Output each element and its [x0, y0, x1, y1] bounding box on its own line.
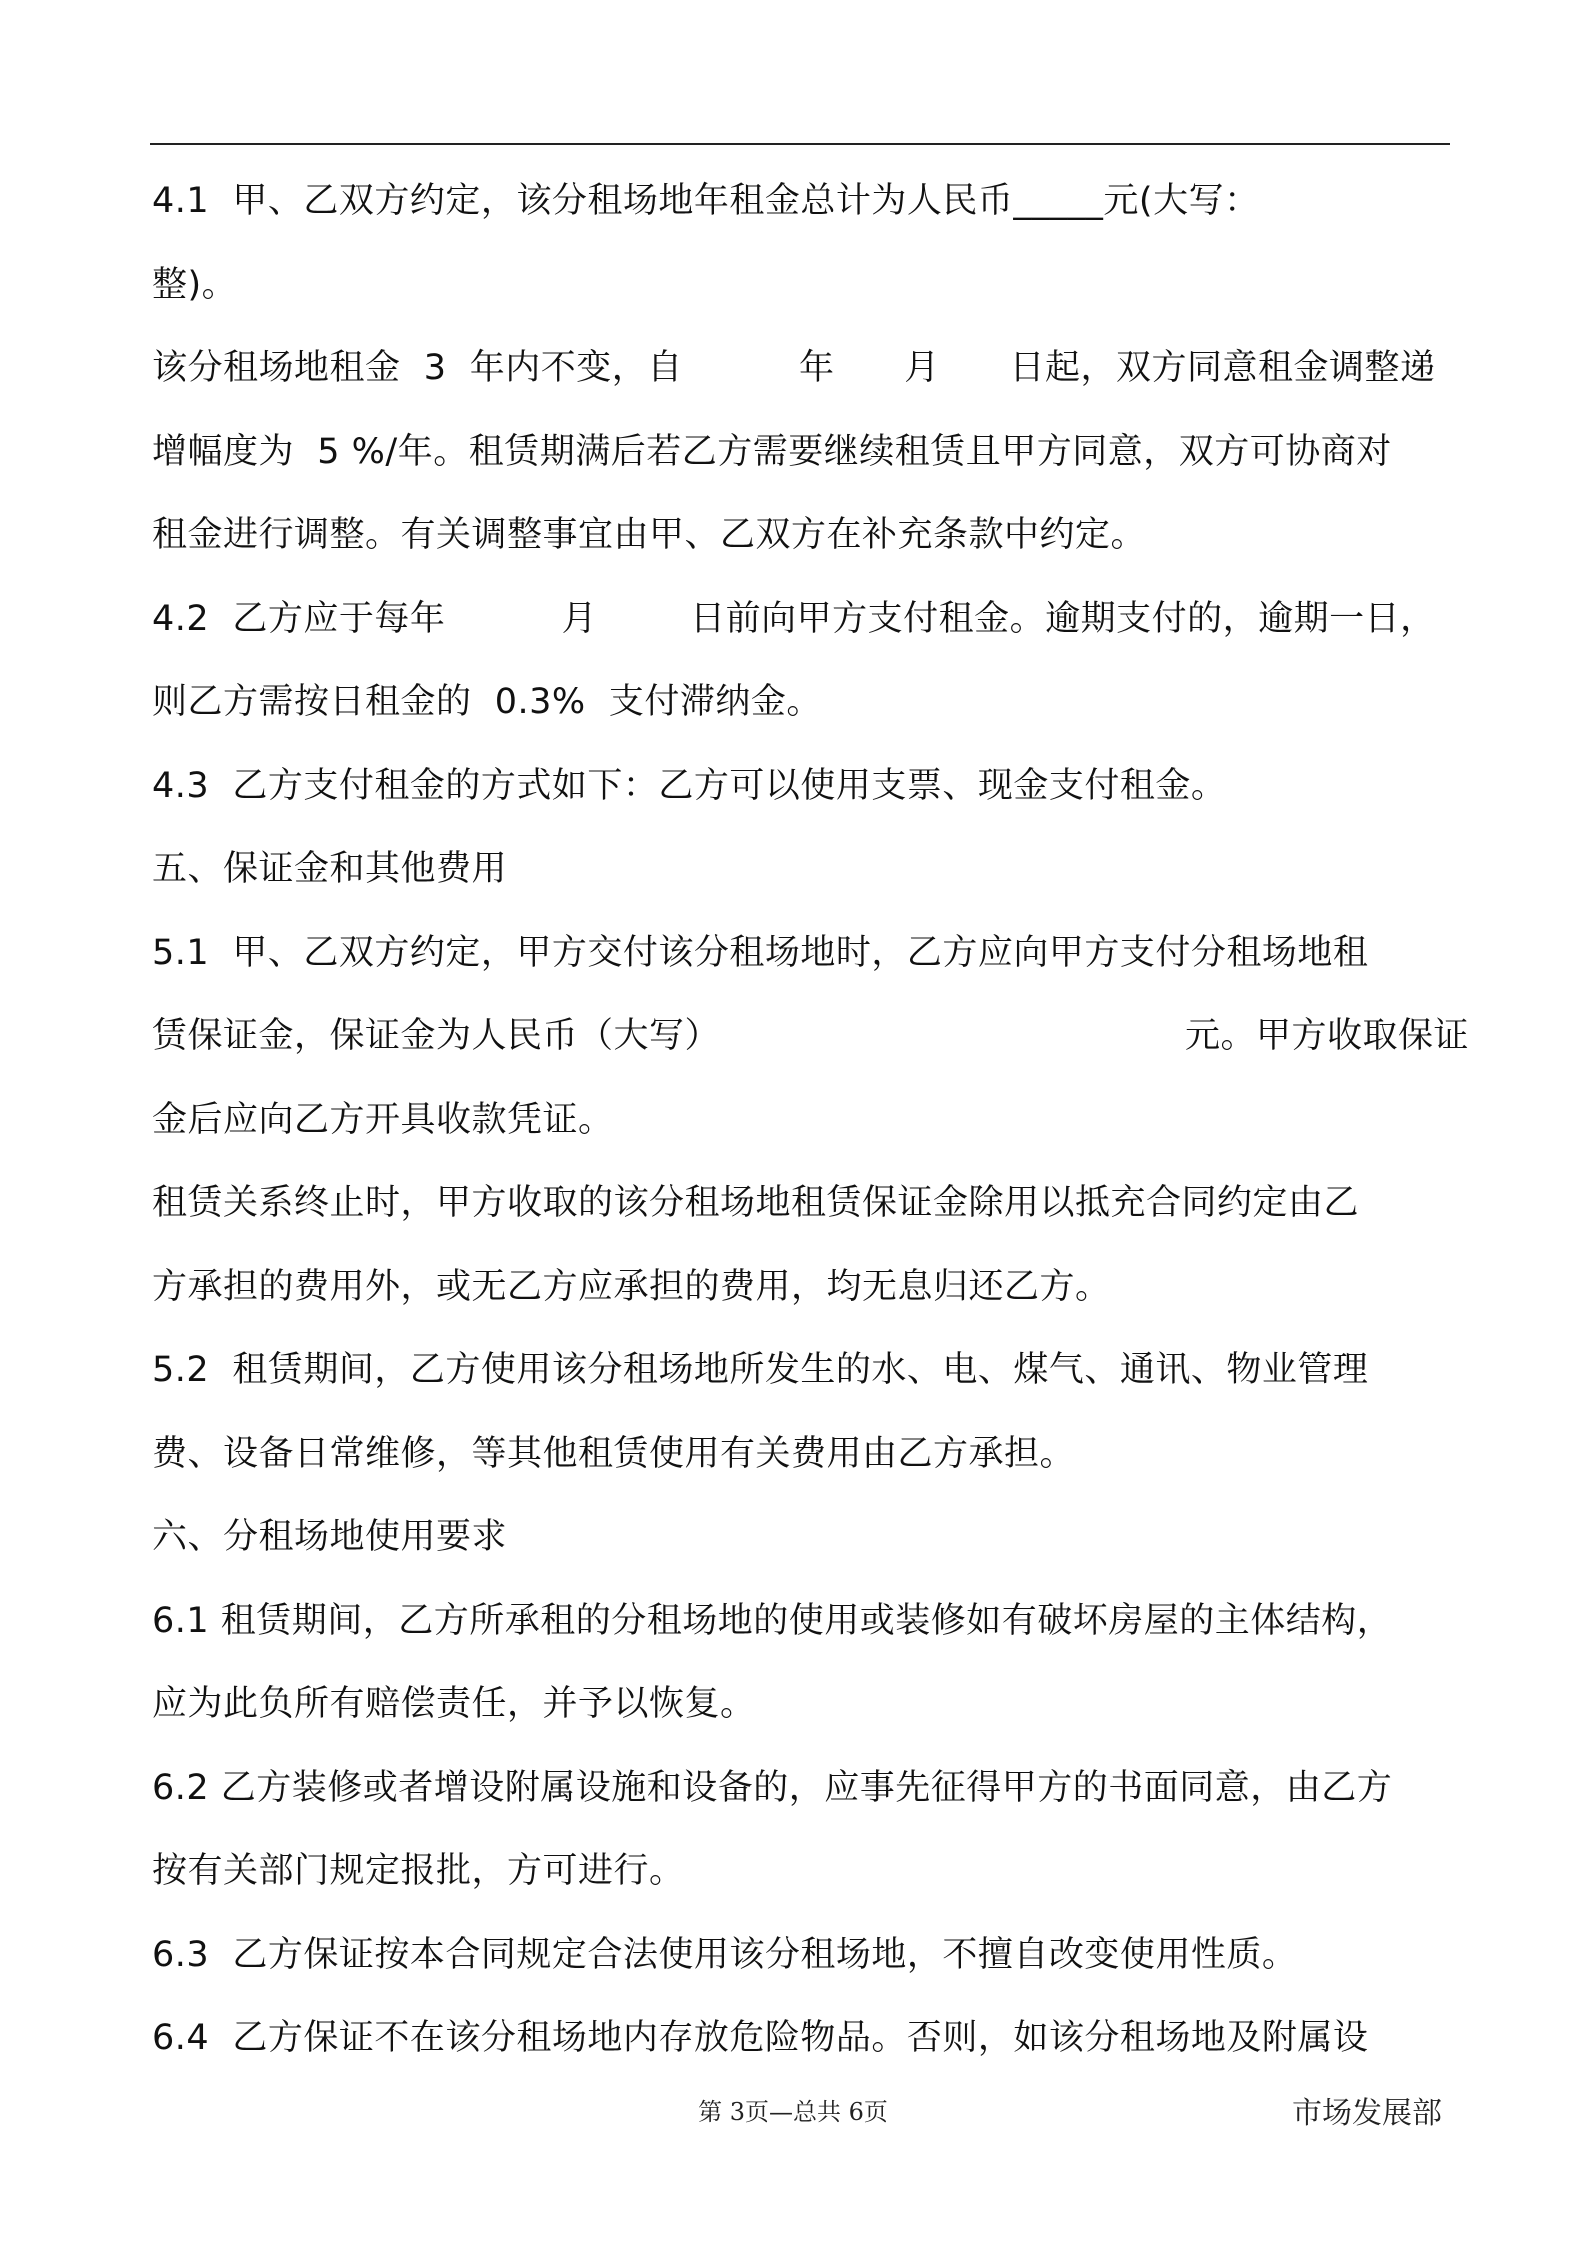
rent-terms-line-1: 该分租场地租金 3 年内不变，自 年 月 日起，双方同意租金调整递 — [152, 348, 1436, 388]
clause-5-2-line-1: 5.2 租赁期间，乙方使用该分租场地所发生的水、电、煤气、通讯、物业管理 — [152, 1350, 1369, 1390]
deposit-return-line-2: 方承担的费用外，或无乙方应承担的费用，均无息归还乙方。 — [152, 1266, 1111, 1307]
section-6-heading: 六、分租场地使用要求 — [152, 1517, 508, 1557]
clause-6-1-line-2: 应为此负所有赔偿责任，并予以恢复。 — [152, 1684, 756, 1724]
clause-4-2-line-2: 则乙方需按日租金的 0.3% 支付滞纳金。 — [152, 682, 822, 722]
deposit-return-line-1: 租赁关系终止时，甲方收取的该分租场地租赁保证金除用以抵充合同约定由乙 — [152, 1183, 1360, 1223]
clause-5-1-line-2: 赁保证金，保证金为人民币（大写） 元。甲方收取保证 — [152, 1016, 1470, 1056]
clause-6-2-line-2: 按有关部门规定报批，方可进行。 — [152, 1851, 685, 1891]
clause-4-1-line-1: 4.1 甲、乙双方约定，该分租场地年租金总计为人民币_____元(大写： — [152, 181, 1260, 221]
rent-terms-line-3: 租金进行调整。有关调整事宜由甲、乙双方在补充条款中约定。 — [152, 515, 1147, 555]
clause-6-1-line-1: 6.1 租赁期间，乙方所承租的分租场地的使用或装修如有破坏房屋的主体结构， — [152, 1600, 1393, 1641]
clause-6-3: 6.3 乙方保证按本合同规定合法使用该分租场地，不擅自改变使用性质。 — [152, 1934, 1298, 1975]
clause-5-1-line-1: 5.1 甲、乙双方约定，甲方交付该分租场地时，乙方应向甲方支付分租场地租 — [152, 932, 1369, 973]
clause-4-3: 4.3 乙方支付租金的方式如下：乙方可以使用支票、现金支付租金。 — [152, 765, 1227, 806]
clause-4-1-line-2: 整)。 — [152, 264, 238, 305]
clause-6-2-line-1: 6.2 乙方装修或者增设附属设施和设备的，应事先征得甲方的书面同意，由乙方 — [152, 1767, 1393, 1808]
clause-5-2-line-2: 费、设备日常维修，等其他租赁使用有关费用由乙方承担。 — [152, 1433, 1076, 1474]
page-number: 第 3页—总共 6页 — [698, 2098, 888, 2126]
department-name: 市场发展部 — [1292, 2096, 1442, 2131]
section-5-heading: 五、保证金和其他费用 — [152, 849, 508, 889]
clause-5-1-line-3: 金后应向乙方开具收款凭证。 — [152, 1099, 614, 1140]
header-rule — [150, 143, 1450, 145]
clause-4-2-line-1: 4.2 乙方应于每年 月 日前向甲方支付租金。逾期支付的，逾期一日， — [152, 598, 1436, 639]
rent-terms-line-2: 增幅度为 5 %/年。租赁期满后若乙方需要继续租赁且甲方同意，双方可协商对 — [152, 431, 1392, 472]
contract-body — [152, 160, 1470, 2081]
clause-6-4-line-1: 6.4 乙方保证不在该分租场地内存放危险物品。否则，如该分租场地及附属设 — [152, 2018, 1369, 2058]
